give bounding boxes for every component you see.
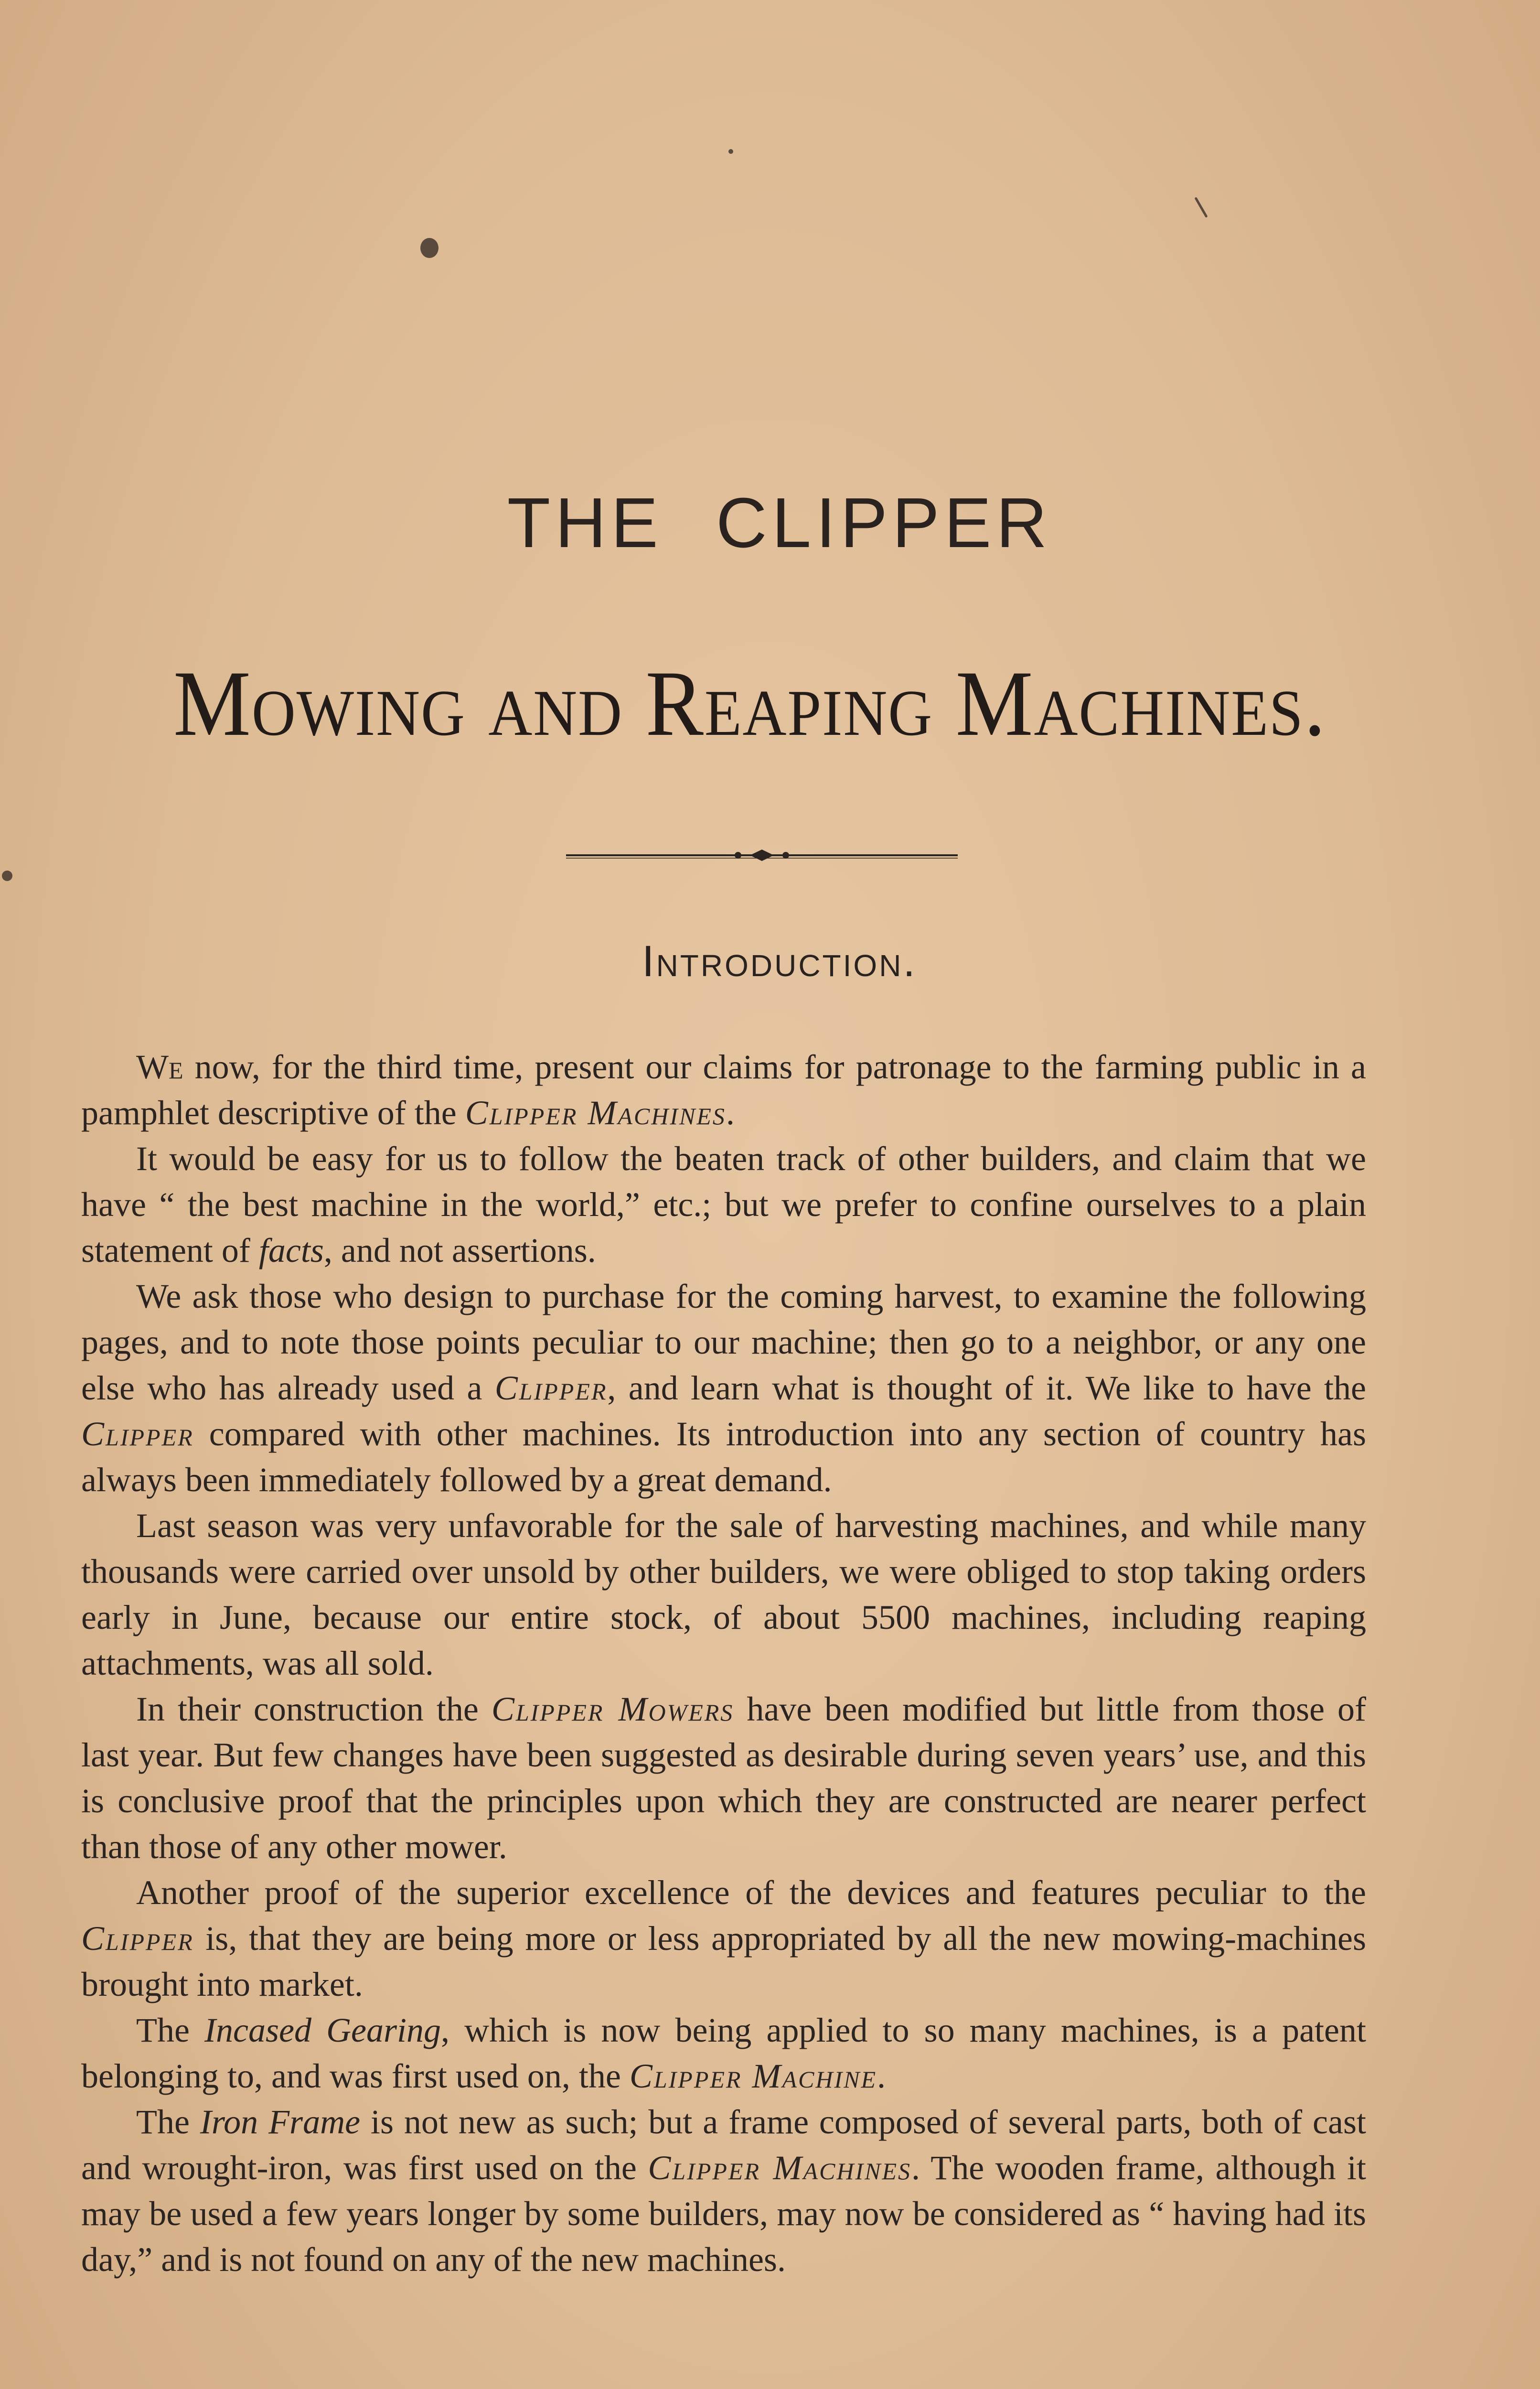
ornamental-rule	[566, 846, 958, 865]
emphasis: Clipper	[81, 1919, 194, 1958]
paragraph	[81, 2099, 1366, 2282]
introduction-heading: Introduction.	[642, 937, 917, 986]
emphasis: Clipper Mowers	[491, 1690, 734, 1728]
text-run: compared with other machines. Its introduction into any section of country has always been immediately followed by a great demand.	[81, 1415, 1366, 1499]
text-run: is not new as such; but a frame composed of several parts, both of cast and wrought-iron, was first used on the	[81, 2103, 1366, 2187]
text-run: It would be easy for us to follow the beaten track of other builders, and claim that we have “ the best machine in the world,” etc.; but we prefer to confine ourselves to a plain statement of	[81, 1140, 1366, 1270]
text-run: .	[877, 2057, 886, 2095]
paragraph	[81, 1044, 1366, 1136]
emphasis: Clipper Machines	[648, 2149, 912, 2187]
text-run: , and not assertions.	[323, 1231, 596, 1270]
paragraph	[81, 1136, 1366, 1273]
text-run: The	[136, 2011, 205, 2049]
paragraph	[81, 1273, 1366, 1503]
paragraph	[81, 1686, 1366, 1870]
emphasis: Clipper	[81, 1415, 194, 1453]
title-line-2: Mowing and Reaping Machines.	[173, 652, 1327, 755]
ink-spot	[2, 871, 12, 881]
emphasis: Clipper Machines	[465, 1094, 726, 1132]
emphasis: Iron Frame	[200, 2103, 361, 2141]
text-run: Last season was very unfavorable for the sale of harvesting machines, and while many thousands were carried over unsold by other builders, we were obliged to stop taking orders early in June, because our entire stock, of about 5500 machines, including reaping attachments, was all sold.	[81, 1507, 1366, 1682]
text-run: . The wooden frame, although it may be used a few years longer by some builders, may now be considered as “ having had its day,” and is not found on any of the new machines.	[81, 2149, 1367, 2279]
ink-spot	[728, 149, 733, 154]
text-run: is, that they are being more or less appropriated by all the new mowing-machines brought into market.	[81, 1919, 1366, 2003]
text-run: now, for the third time, present our claims for patronage to the farming public in a pamphlet descriptive of the	[81, 1048, 1366, 1132]
text-run: , which is now being applied to so many machines, is a patent belonging to, and was first used on, the	[81, 2011, 1366, 2095]
text-run: We ask those who design to purchase for the coming harvest, to examine the following pages, and to note those points peculiar to our machine; then go to a neighbor, or any one else who has already used a	[81, 1277, 1366, 1407]
emphasis: Clipper Machine	[629, 2057, 877, 2095]
text-run: In their construction the	[136, 1690, 492, 1728]
paragraph	[81, 2007, 1366, 2099]
text-run: The	[136, 2103, 200, 2141]
body-text	[81, 1044, 1366, 2282]
emphasis: Clipper	[494, 1369, 608, 1407]
text-run: , and learn what is thought of it. We like to have the	[607, 1369, 1367, 1407]
ink-mark	[1194, 197, 1208, 218]
text-run: have been modified but little from those of last year. But few changes have been suggested as desirable during seven years’ use, and this is conclusive proof that the principles upon which they are constructed are nearer perfect than those of any other mower.	[81, 1690, 1367, 1866]
text-run: .	[726, 1094, 735, 1132]
title-line-1: THE CLIPPER	[507, 484, 1052, 562]
text-run: Another proof of the superior excellence of the devices and features peculiar to the	[136, 1873, 1366, 1912]
paragraph	[81, 1870, 1366, 2007]
emphasis: Incased Gearing	[204, 2011, 441, 2049]
emphasis: facts	[258, 1231, 324, 1270]
lead-word: We	[136, 1048, 183, 1086]
ink-spot	[420, 238, 438, 258]
paragraph	[81, 1503, 1366, 1686]
